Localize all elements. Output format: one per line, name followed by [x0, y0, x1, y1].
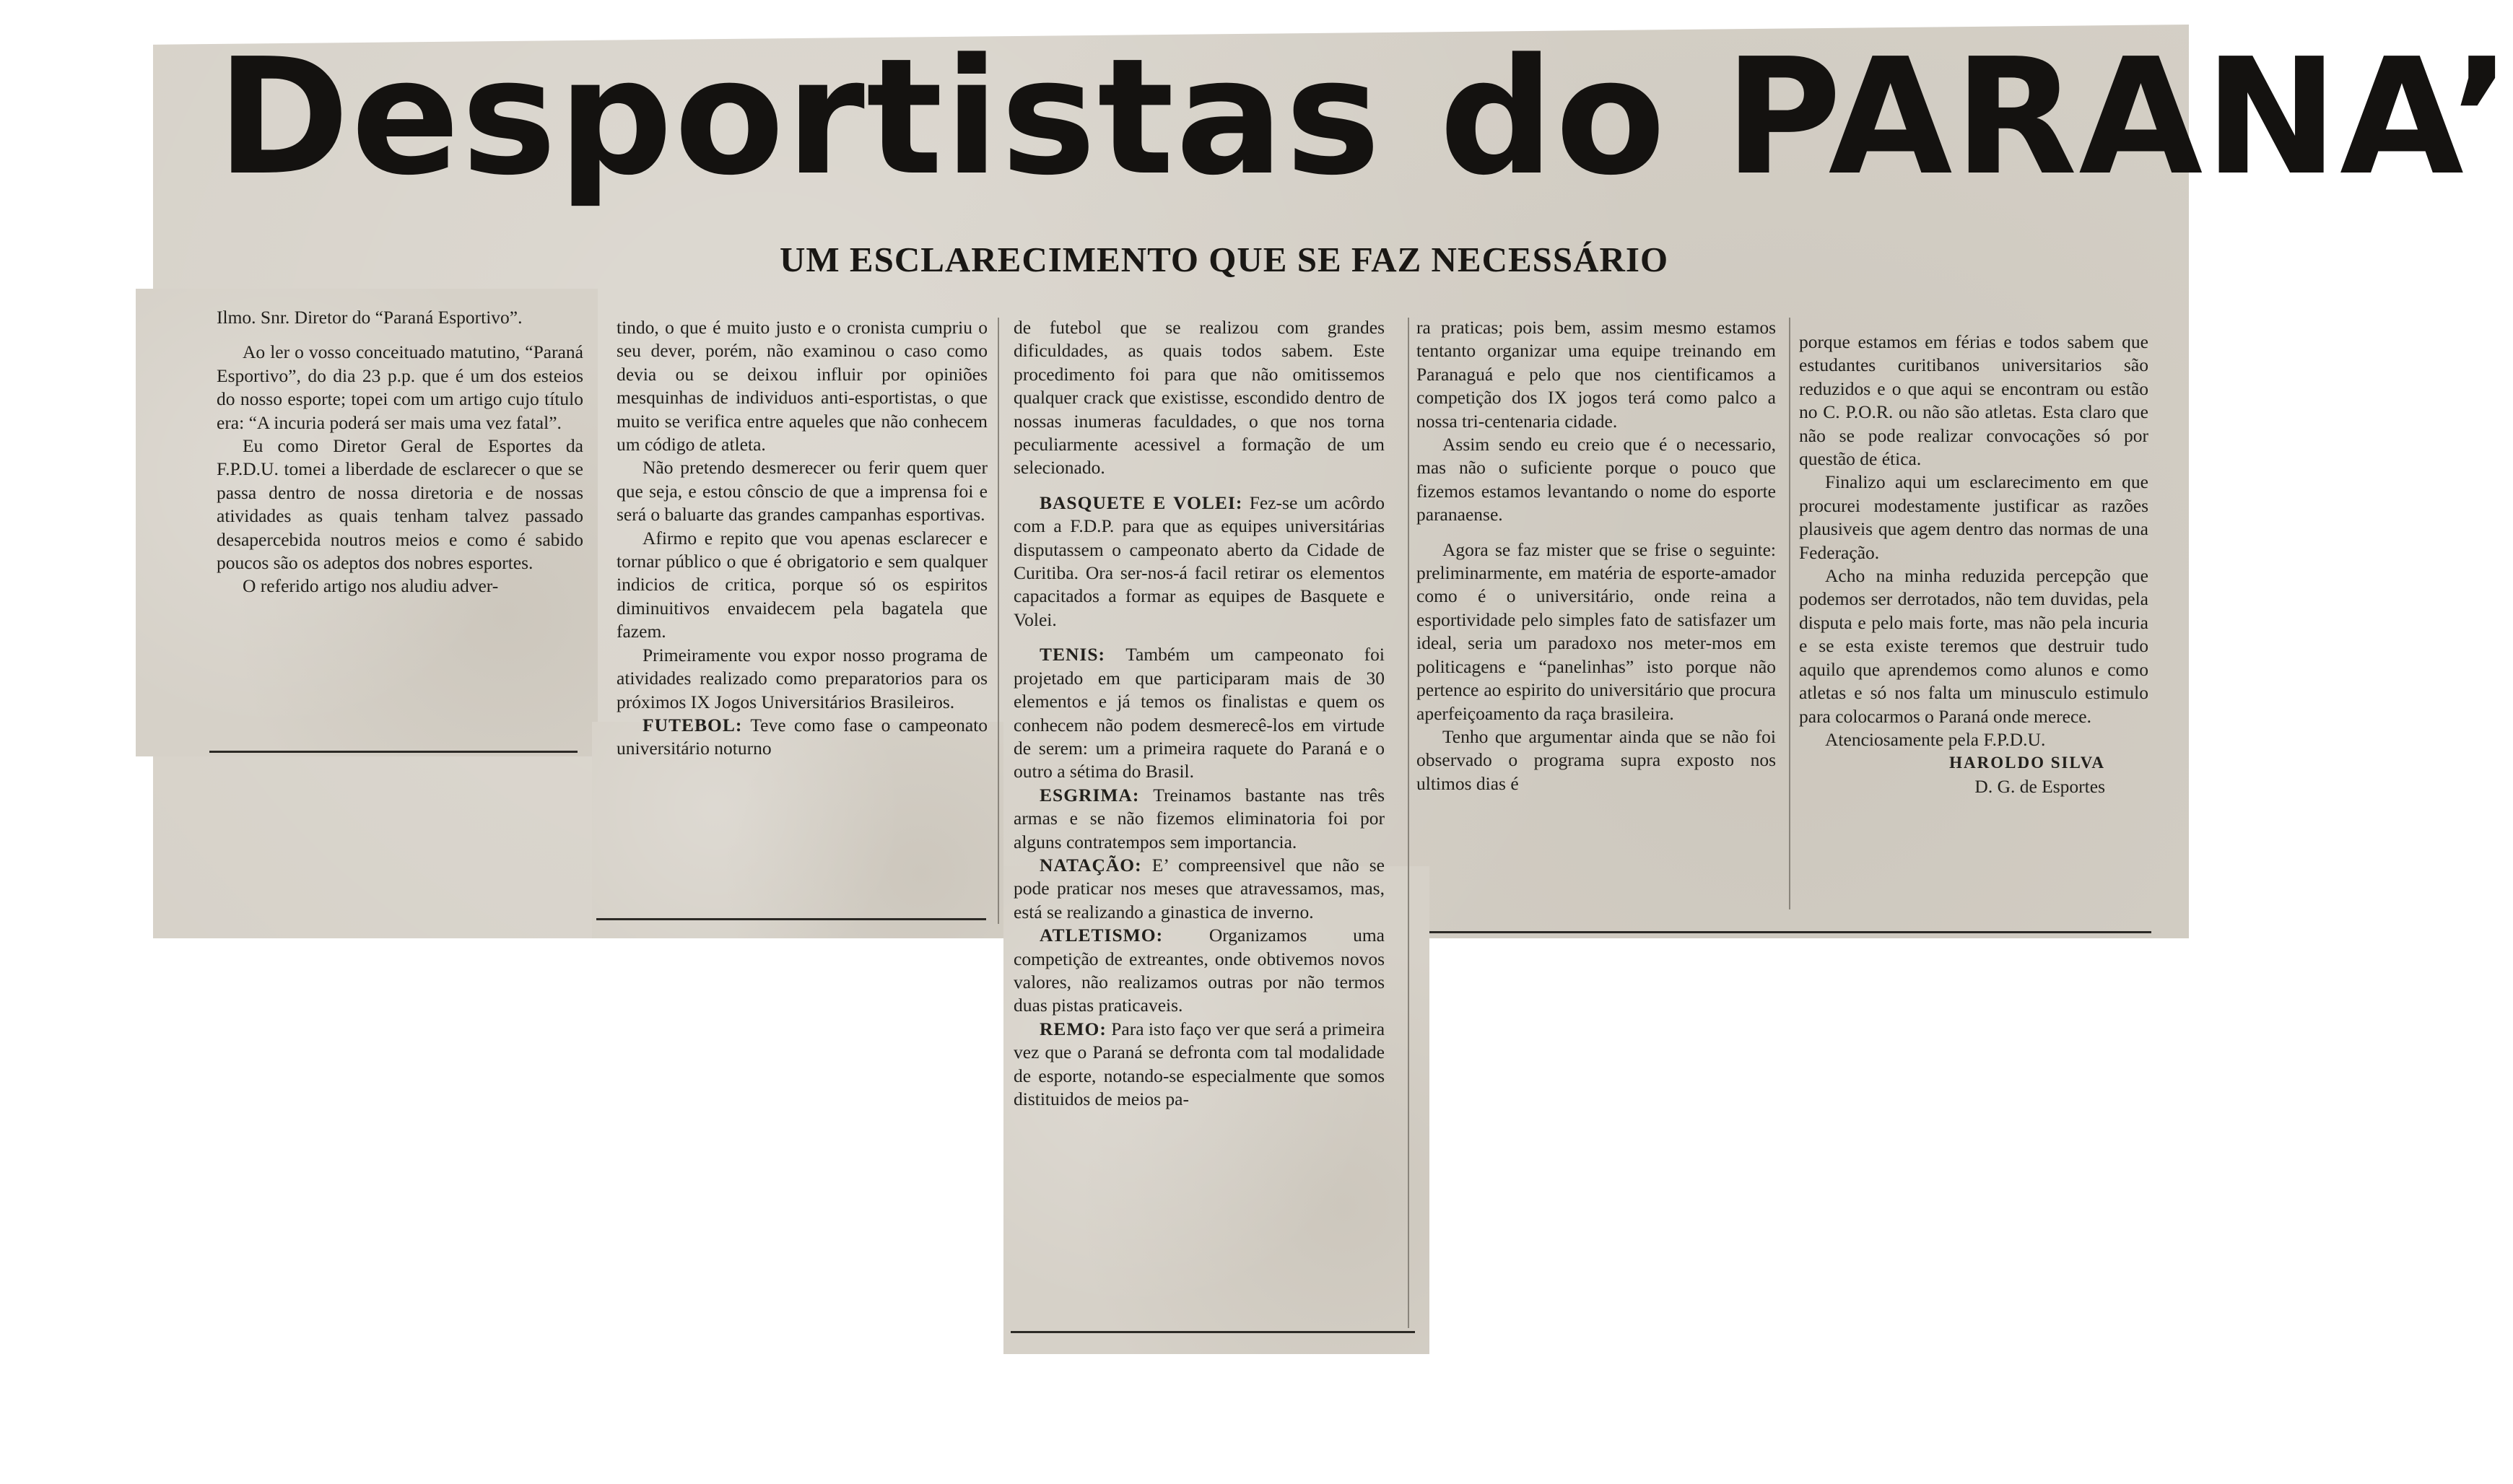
column-2: [617, 316, 988, 761]
column-divider-3-4: [1408, 318, 1409, 1328]
paragraph: Assim sendo eu creio que é o necessario, mas não o suficiente porque o pouco que fizemos estamos levantando o nome do esporte paranaense.: [1416, 434, 1776, 525]
section-text: Organizamos uma competição de extreantes, onde obtivemos novos valores, não realizamos outras por não termos duas pistas praticaveis.: [1014, 925, 1385, 1016]
section-atletismo: [1014, 924, 1385, 1018]
paragraph: Finalizo aqui um esclarecimento em que procurei modestamente justificar as razões plausiveis que agem dentro das normas de una Federação.: [1799, 471, 2148, 563]
paragraph: Agora se faz mister que se frise o seguinte: preliminarmente, em matéria de esporte-amador como é o universitário, onde reina a esportividade pelo simples fato de satisfazer um ideal, seria um paradoxo nos meter-mos em politicagens e “panelinhas” isto porque não pertence ao espirito do universitário que procura aperfeiçoamento da raça brasileira.: [1416, 538, 1776, 724]
column-3: [1014, 316, 1385, 1111]
section-lead: NATAÇÃO:: [1040, 854, 1142, 876]
paragraph: de futebol que se realizou com grandes dificuldades, as quais todos sabem. Este procedimento foi para que não omitissemos qualquer crack que existisse, escondido dentro de nossas inumeras faculdades, o que nos torna peculiarmente acessivel a formação de um selecionado.: [1014, 317, 1385, 479]
bottom-rule-left: [209, 751, 578, 753]
paragraph: Eu como Diretor Geral de Esportes da F.P.D.U. tomei a liberdade de esclarecer o que se passa dentro de nossa diretoria e de nossas atividades as quais tenham talvez passado desapercebida noutros meios e como é sabido poucos são os adeptos dos nobres esportes.: [217, 435, 583, 574]
signature-title: D. G. de Esportes: [1974, 775, 2105, 797]
section-text: Treinamos bastante nas três armas e se não fizemos eliminatoria foi por alguns contratempos sem importancia.: [1014, 784, 1385, 852]
subhead: UM ESCLARECIMENTO QUE SE FAZ NECESSÁRIO: [780, 240, 1669, 279]
closing: Atenciosamente pela F.P.D.U.: [1825, 728, 2046, 750]
section-tenis: [1014, 643, 1385, 783]
section-lead: FUTEBOL:: [643, 714, 743, 736]
section-text: Fez-se um acôrdo com a F.D.P. para que as equipes universitárias disputassem o campeonato aberto da Cidade de Curitiba. Ora ser-nos-á facil retirar os elementos capacitados a formar as equipes de Basquete e Volei.: [1014, 492, 1385, 630]
section-text: Para isto faço ver que será a primeira vez que o Paraná se defronta com tal modalidade de esporte, notando-se especialmente que somos distituidos de meios pa-: [1014, 1018, 1385, 1109]
column-1: [217, 306, 583, 598]
paragraph: Tenho que argumentar ainda que se não foi observado o programa supra exposto nos ultimos dias é: [1416, 725, 1776, 794]
headline: Desportistas do PARANA’: [217, 25, 2513, 211]
section-lead: TENIS:: [1040, 644, 1106, 665]
bottom-rule-center: [1011, 1331, 1415, 1333]
signature: HAROLDO SILVA: [1949, 754, 2105, 772]
section-esgrima: [1014, 784, 1385, 854]
paragraph: Não pretendo desmerecer ou ferir quem quer que seja, e estou cônscio de que a imprensa foi e será o baluarte das grandes campanhas esportivas.: [617, 457, 988, 525]
section-lead: BASQUETE E VOLEI:: [1040, 492, 1243, 513]
section-text: Teve como fase o campeonato universitário noturno: [617, 714, 988, 759]
paragraph: ra praticas; pois bem, assim mesmo estamos tentanto organizar uma equipe treinando em Paranaguá e pelo que nos cientificamos a competição dos IX jogos terá como palco a nossa tri-centenaria cidade.: [1416, 317, 1776, 432]
paragraph: Afirmo e repito que vou apenas esclarecer e tornar público o que é obrigatorio e sem qualquer indicios de critica, porque só os espiritos diminuitivos envaidecem pela bagatela que fazem.: [617, 527, 988, 642]
column-divider-4-5: [1789, 318, 1790, 909]
column-4: [1416, 316, 1776, 795]
paragraph: Ao ler o vosso conceituado matutino, “Paraná Esportivo”, do dia 23 p.p. que é um dos esteios do nosso esporte; topei com um artigo cujo título era: “A incuria poderá ser mais uma vez fatal”.: [217, 341, 583, 433]
section-text: Também um campeonato foi projetado em que participaram mais de 30 elementos e já temos os finalistas e quem os conhecem não podem desmerecê-los em virtude de serem: um a primeira raquete do Paraná e o outro a sétima do Brasil.: [1014, 644, 1385, 782]
paragraph: Acho na minha reduzida percepção que podemos ser derrotados, não tem duvidas, pela disputa e pelo mais forte, mas não pela incuria e se esta existe teremos que destruir tudo aquilo que aprendemos como alunos e como atletas e só nos falta um minusculo estimulo para colocarmos o Paraná onde merece.: [1799, 565, 2148, 727]
section-futebol: [617, 714, 988, 761]
section-lead: ATLETISMO:: [1040, 925, 1164, 946]
paragraph: Primeiramente vou expor nosso programa de atividades realizado como preparatorios para os próximos IX Jogos Universitários Brasileiros.: [617, 644, 988, 712]
column-5: [1799, 331, 2148, 798]
section-lead: REMO:: [1040, 1018, 1107, 1039]
section-text: E’ compreensivel que não se pode praticar nos meses que atravessamos, mas, está se realizando a ginastica de inverno.: [1014, 854, 1385, 922]
paragraph: porque estamos em férias e todos sabem que estudantes curitibanos universitarios são reduzidos e o que aqui se encontram ou estão no C. P.O.R. ou não são atletas. Esta claro que não se pode realizar convocações só por questão de ética.: [1799, 331, 2148, 470]
section-lead: ESGRIMA:: [1040, 784, 1140, 806]
bottom-rule-right: [1429, 931, 2151, 933]
bottom-rule-middle: [596, 918, 986, 920]
paragraph: O referido artigo nos aludiu adver-: [243, 575, 499, 597]
section-remo: [1014, 1018, 1385, 1112]
section-basquete-volei: [1014, 492, 1385, 632]
salutation: Ilmo. Snr. Diretor do “Paraná Esportivo”.: [217, 307, 523, 328]
column-divider-2-3: [998, 318, 999, 924]
section-natacao: [1014, 854, 1385, 924]
paragraph: tindo, o que é muito justo e o cronista cumpriu o seu dever, porém, não examinou o caso como devia ou se deixou influir por opiniões mesquinhas de individuos anti-esportistas, o que muito se verifica entre aqueles que não conhecem um código de atleta.: [617, 317, 988, 455]
